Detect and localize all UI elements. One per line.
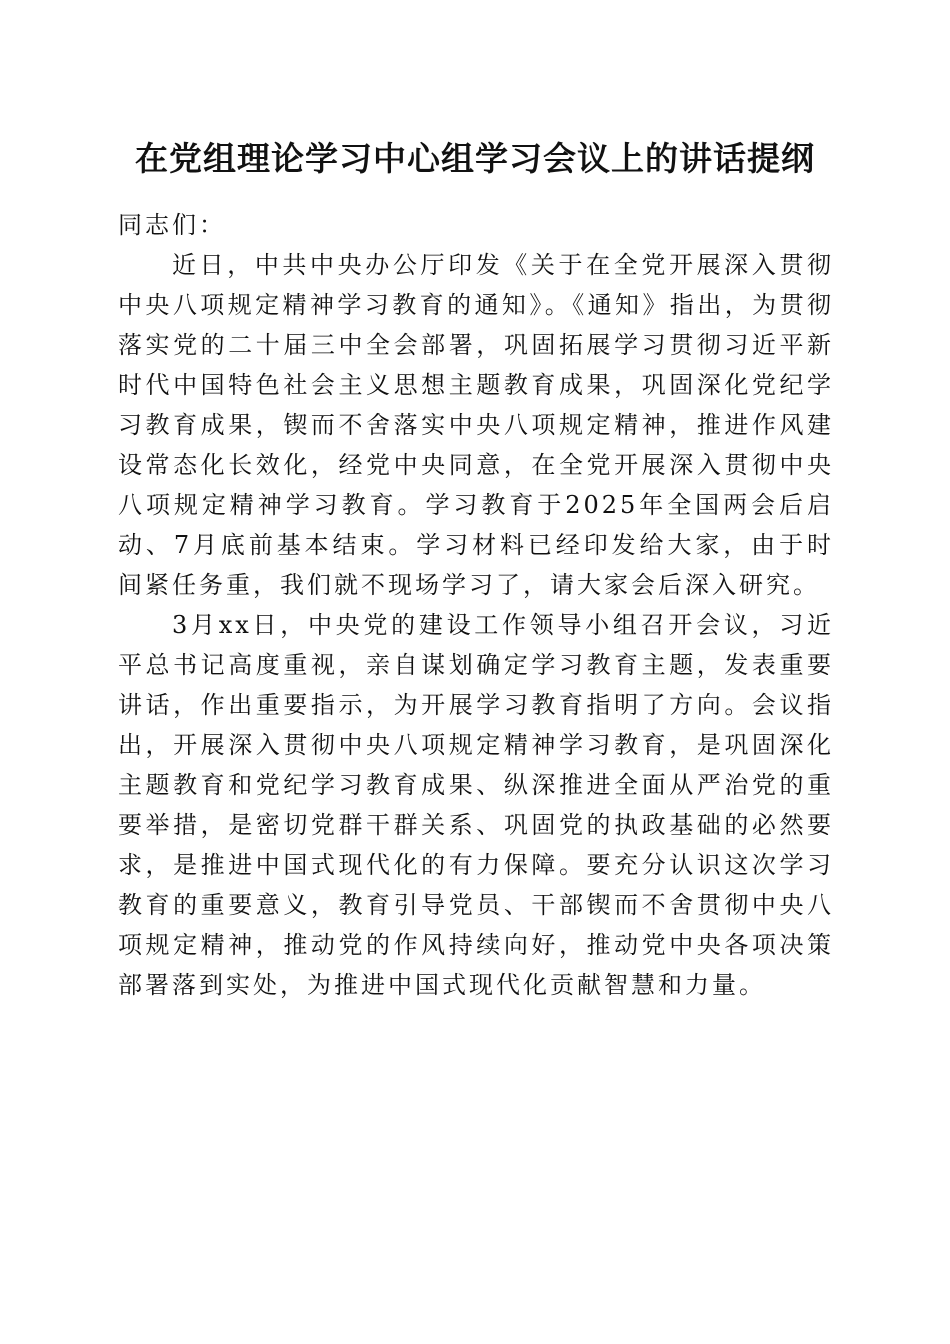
document-body [118,205,834,1005]
salutation: 同志们： [118,211,226,239]
paragraph-meeting: 3月xx日，中央党的建设工作领导小组召开会议，习近平总书记高度重视，亲自谋划确定学习教育主题，发表重要讲话，作出重要指示，为开展学习教育指明了方向。会议指出，开展深入贯彻中央八项规定精神学习教育，是巩固深化主题教育和党纪学习教育成果、纵深推进全面从严治党的重要举措，是密切党群干群关系、巩固党的执政基础的必然要求，是推进中国式现代化的有力保障。要充分认识这次学习教育的重要意义，教育引导党员、干部锲而不舍贯彻中央八项规定精神，推动党的作风持续向好，推动党中央各项决策部署落到实处，为推进中国式现代化贡献智慧和力量。 [118,611,834,999]
document-title: 在党组理论学习中心组学习会议上的讲话提纲 [135,139,815,178]
paragraph-notice: 近日，中共中央办公厅印发《关于在全党开展深入贯彻中央八项规定精神学习教育的通知》。《通知》指出，为贯彻落实党的二十届三中全会部署，巩固拓展学习贯彻习近平新时代中国特色社会主义思想主题教育成果，巩固深化党纪学习教育成果，锲而不舍落实中央八项规定精神，推进作风建设常态化长效化，经党中央同意，在全党开展深入贯彻中央八项规定精神学习教育。学习教育于2025年全国两会后启动、7月底前基本结束。学习材料已经印发给大家，由于时间紧任务重，我们就不现场学习了，请大家会后深入研究。 [118,251,834,599]
